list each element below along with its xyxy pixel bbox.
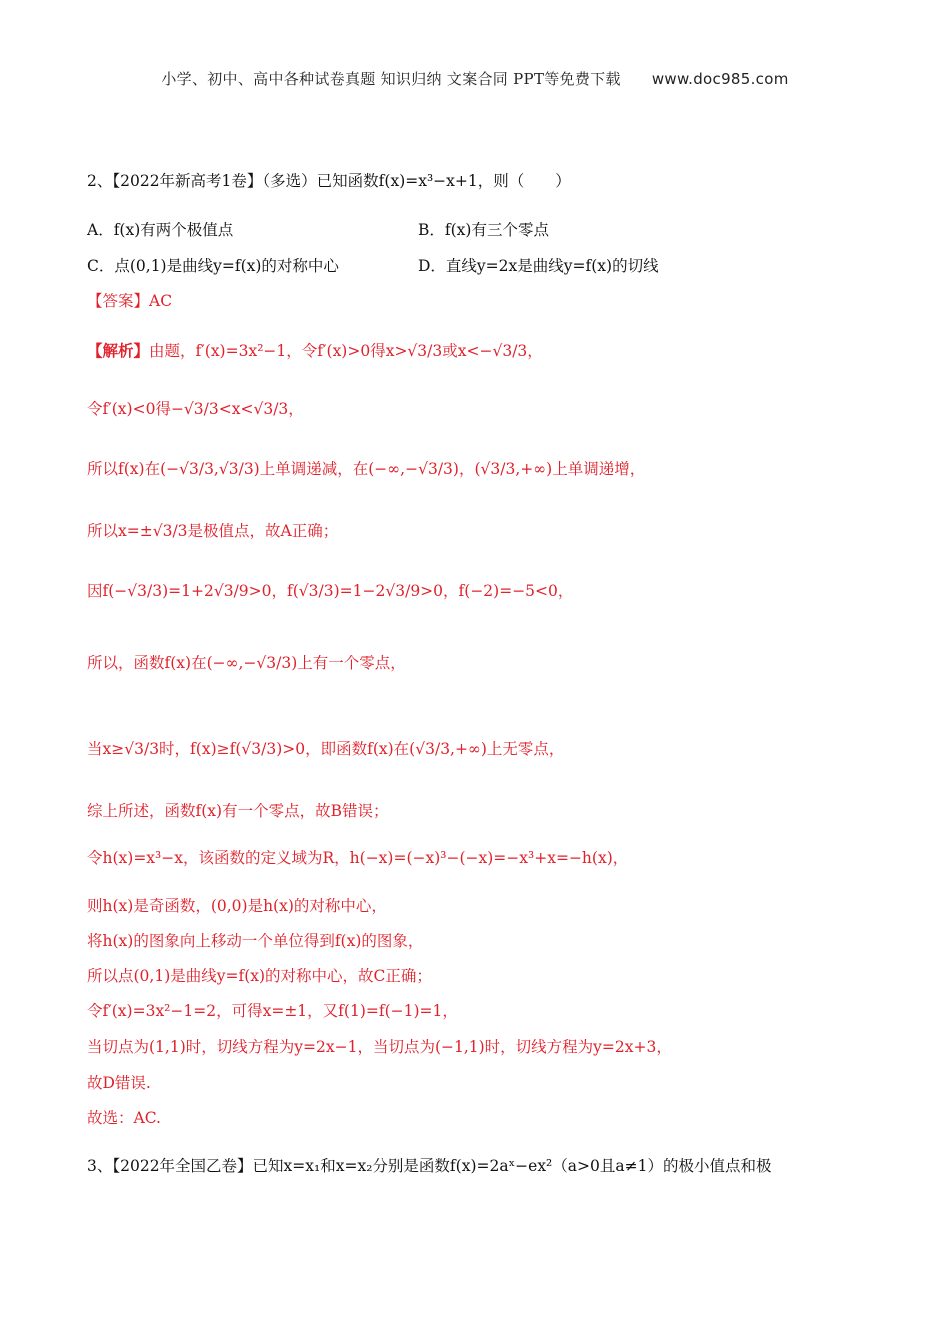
option-b: B．f(x)有三个零点 [418,221,549,239]
solution-line-2: 令f′(x)<0得−√3/3<x<√3/3， [87,400,304,418]
solution-line-13: 令f′(x)=3x²−1=2，可得x=±1，又f(1)=f(−1)=1， [87,1002,458,1020]
q3-title: 3、【2022年全国乙卷】已知x=x₁和x=x₂分别是函数f(x)=2aˣ−ex²（a>0且a≠1）的极小值点和极 [87,1157,772,1175]
solution-line-6: 所以，函数f(x)在(−∞,−√3/3)上有一个零点， [87,654,406,672]
solution-label: 【解析】 [87,341,150,360]
page-header [0,68,950,89]
q2-title: 2、【2022年新高考1卷】（多选）已知函数f(x)=x³−x+1，则（ ） [87,172,571,190]
solution-line-8: 综上所述，函数f(x)有一个零点，故B错误； [87,802,389,820]
solution-line-3: 所以f(x)在(−√3/3,√3/3)上单调递减，在(−∞,−√3/3)，(√3/3,+∞)上单调递增， [87,460,646,478]
solution-line-7: 当x≥√3/3时，f(x)≥f(√3/3)>0，即函数f(x)在(√3/3,+∞)上无零点， [87,740,565,758]
header-text: 小学、初中、高中各种试卷真题 知识归纳 文案合同 PPT等免费下载 [161,70,621,88]
option-d: D．直线y=2x是曲线y=f(x)的切线 [418,257,659,275]
solution-line-14: 当切点为(1,1)时，切线方程为y=2x−1，当切点为(−1,1)时，切线方程为y=2x+3， [87,1038,672,1056]
solution-line-15: 故D错误. [87,1074,151,1092]
solution-line-10: 则h(x)是奇函数，(0,0)是h(x)的对称中心， [87,897,387,915]
solution-line-16: 故选：AC. [87,1109,161,1127]
header-url[interactable]: www.doc985.com [651,70,789,88]
solution-line-9: 令h(x)=x³−x，该函数的定义域为R，h(−x)=(−x)³−(−x)=−x³+x=−h(x)， [87,849,629,867]
solution-line-12: 所以点(0,1)是曲线y=f(x)的对称中心，故C正确； [87,967,432,985]
solution-text-1: 由题，f′(x)=3x²−1，令f′(x)>0得x>√3/3或x<−√3/3， [149,342,543,360]
solution-line-4: 所以x=±√3/3是极值点，故A正确； [87,522,339,540]
answer: 【答案】AC [87,292,173,310]
solution-line-1 [87,340,877,362]
solution-line-5: 因f(−√3/3)=1+2√3/9>0，f(√3/3)=1−2√3/9>0，f(−2)=−5<0， [87,582,574,600]
option-a: A．f(x)有两个极值点 [87,221,234,239]
solution-line-11: 将h(x)的图象向上移动一个单位得到f(x)的图象， [87,932,424,950]
option-c: C．点(0,1)是曲线y=f(x)的对称中心 [87,257,339,275]
